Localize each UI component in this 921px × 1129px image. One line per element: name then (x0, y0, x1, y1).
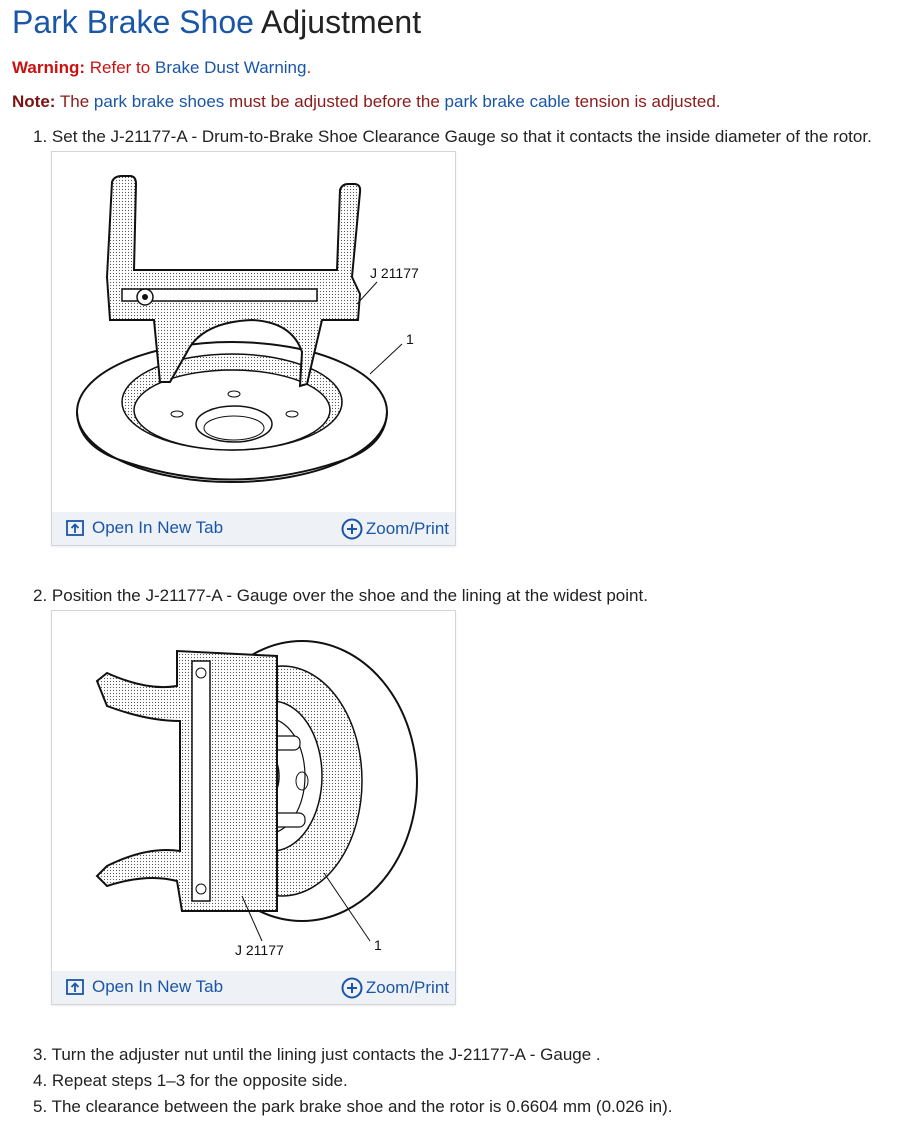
warning-prefix: Refer to (89, 58, 151, 77)
zoom-print-label: Zoom/Print (365, 519, 449, 538)
note-text-2: must be adjusted before the (229, 92, 440, 111)
zoom-plus-icon (341, 518, 363, 540)
zoom-print-label: Zoom/Print (365, 978, 449, 997)
figure-2-open-new-tab[interactable] (66, 977, 223, 997)
open-new-tab-label: Open In New Tab (92, 518, 224, 537)
figure-1-open-new-tab[interactable] (66, 518, 223, 538)
figure-2-zoom-print[interactable] (341, 977, 449, 999)
page-title (12, 4, 421, 41)
figure-1 (51, 151, 456, 546)
step-5: 5. The clearance between the park brake shoe and the rotor is 0.6604 mm (0.026 in). (33, 1097, 673, 1116)
step-1: 1. Set the J-21177-A - Drum-to-Brake Shoe Clearance Gauge so that it contacts the inside diameter of the rotor. (33, 127, 872, 146)
step-2: 2. Position the J-21177-A - Gauge over the shoe and the lining at the widest point. (33, 586, 648, 605)
zoom-plus-icon (341, 977, 363, 999)
note-text-3: tension is adjusted. (574, 92, 721, 111)
warning-line (12, 58, 311, 78)
figure-1-number-label: 1 (406, 331, 414, 347)
park-brake-cable-link[interactable]: park brake cable (444, 92, 571, 111)
note-label: Note: (12, 92, 56, 111)
figure-2 (51, 610, 456, 1005)
figure-2-number-label: 1 (374, 937, 382, 953)
open-new-tab-icon (66, 979, 84, 995)
open-new-tab-label: Open In New Tab (92, 977, 224, 996)
figure-1-toolbar (52, 512, 455, 545)
figure-1-tool-label: J 21177 (370, 265, 419, 281)
open-new-tab-icon (66, 520, 84, 536)
warning-suffix: . (306, 58, 312, 77)
step-4: 4. Repeat steps 1–3 for the opposite side. (33, 1071, 348, 1090)
title-part-1: Park Brake Shoe (12, 4, 254, 40)
note-text-1: The (59, 92, 90, 111)
figure-1-illustration (52, 152, 455, 512)
figure-1-zoom-print[interactable] (341, 518, 449, 540)
figure-2-tool-label: J 21177 (235, 942, 284, 958)
note-line (12, 92, 721, 112)
figure-2-illustration (52, 611, 455, 971)
warning-label: Warning: (12, 58, 86, 77)
step-3: 3. Turn the adjuster nut until the lining just contacts the J-21177-A - Gauge . (33, 1045, 601, 1064)
brake-dust-warning-link[interactable]: Brake Dust Warning (154, 58, 307, 77)
park-brake-shoes-link[interactable]: park brake shoes (93, 92, 225, 111)
figure-2-toolbar (52, 971, 455, 1004)
title-part-2: Adjustment (261, 4, 422, 40)
